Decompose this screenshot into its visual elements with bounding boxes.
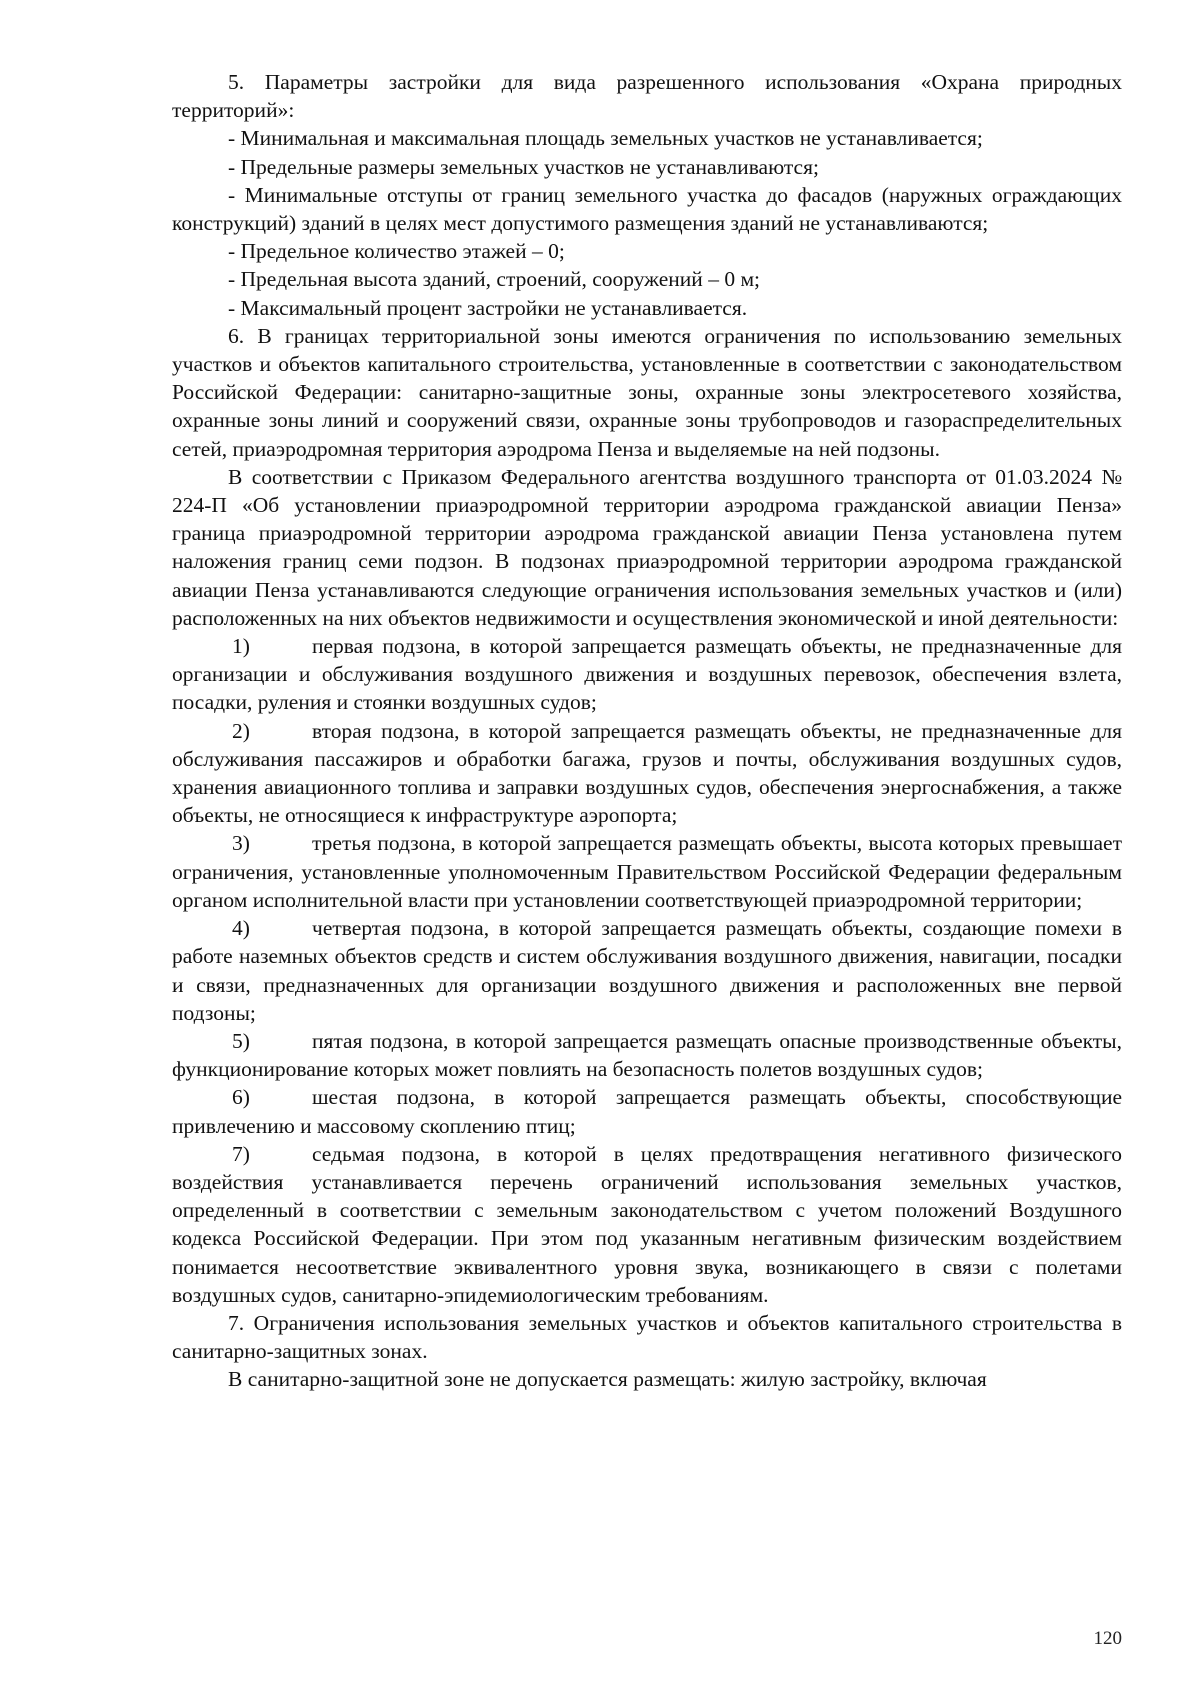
item-number: 4) <box>232 916 250 941</box>
item-text: шестая подзона, в которой запрещается размещать объекты, способствующие привлечению и массовому скоплению птиц; <box>172 1085 1122 1138</box>
subzone-item <box>172 914 1122 1027</box>
document-page <box>172 68 1122 1394</box>
subzone-item <box>172 717 1122 830</box>
list-item: - Минимальная и максимальная площадь земельных участков не устанавливается; <box>228 126 983 151</box>
paragraph: 6. В границах территориальной зоны имеются ограничения по использованию земельных участков и объектов капитального строительства, установленные в соответствии с законодательством Российской Федерации: санитарно-защитные зоны, охранные зоны электросетевого хозяйства, охранные зоны линий и сооружений связи, охранные зоны трубопроводов и газораспределительных сетей, приаэродромная территория аэродрома Пенза и выделяемые на ней подзоны. <box>172 323 1122 461</box>
list-item: - Предельное количество этажей – 0; <box>228 239 565 264</box>
list-item: - Предельная высота зданий, строений, сооружений – 0 м; <box>228 267 761 292</box>
item-number: 1) <box>232 634 250 659</box>
item-number: 3) <box>232 831 250 856</box>
item-text: четвертая подзона, в которой запрещается размещать объекты, создающие помехи в работе наземных объектов средств и систем обслуживания воздушного движения, навигации, посадки и связи, предназначенных для организации воздушного движения и расположенных вне первой подзоны; <box>172 916 1122 1025</box>
item-text: третья подзона, в которой запрещается размещать объекты, высота которых превышает ограничения, установленные уполномоченным Правительством Российской Федерации федеральным органом исполнительной власти при установлении соответствующей приаэродромной территории; <box>172 831 1122 912</box>
item-number: 2) <box>232 718 250 743</box>
paragraph: 7. Ограничения использования земельных участков и объектов капитального строительства в санитарно-защитных зонах. <box>172 1310 1122 1364</box>
list-item: - Максимальный процент застройки не устанавливается. <box>228 295 748 320</box>
item-text: седьмая подзона, в которой в целях предотвращения негативного физического воздействия устанавливается перечень ограничений использования земельных участков, определенный в соответствии с земельным законодательством с учетом положений Воздушного кодекса Российской Федерации. При этом под указанным негативным физическим воздействием понимается несоответствие эквивалентного уровня звука, возникающего в связи с полетами воздушных судов, санитарно-эпидемиологическим требованиям. <box>172 1141 1122 1307</box>
page-number: 120 <box>1093 1628 1122 1649</box>
list-item: - Минимальные отступы от границ земельного участка до фасадов (наружных ограждающих конструкций) зданий в целях мест допустимого размещения зданий не устанавливаются; <box>172 182 1122 236</box>
item-number: 7) <box>232 1141 250 1166</box>
item-text: пятая подзона, в которой запрещается размещать опасные производственные объекты, функционирование которых может повлиять на безопасность полетов воздушных судов; <box>172 1028 1122 1082</box>
list-item: - Предельные размеры земельных участков не устанавливаются; <box>228 154 819 179</box>
subzone-item <box>172 829 1122 914</box>
item-number: 5) <box>232 1028 250 1053</box>
item-text: вторая подзона, в которой запрещается размещать объекты, не предназначенные для обслуживания пассажиров и обработки багажа, грузов и почты, обслуживания воздушных судов, хранения авиационного топлива и заправки воздушных судов, обеспечения энергоснабжения, а также объекты, не относящиеся к инфраструктуре аэропорта; <box>172 718 1122 828</box>
subzone-item <box>172 632 1122 717</box>
paragraph: В санитарно-защитной зоне не допускается размещать: жилую застройку, включая <box>228 1367 987 1392</box>
item-text: первая подзона, в которой запрещается размещать объекты, не предназначенные для организации и обслуживания воздушного движения и воздушных перевозок, обеспечения взлета, посадки, руления и стоянки воздушных судов; <box>172 634 1122 715</box>
paragraph: В соответствии с Приказом Федерального агентства воздушного транспорта от 01.03.2024 № 224-П «Об установлении приаэродромной территории аэродрома гражданской авиации Пенза» граница приаэродромной территории аэродрома гражданской авиации Пенза установлена путем наложения границ семи подзон. В подзонах приаэродромной территории аэродрома гражданской авиации Пенза устанавливаются следующие ограничения использования земельных участков и (или) расположенных на них объектов недвижимости и осуществления экономической и иной деятельности: <box>172 464 1122 630</box>
subzone-item <box>172 1083 1122 1139</box>
subzone-item <box>172 1140 1122 1309</box>
subzone-item <box>172 1027 1122 1083</box>
paragraph: 5. Параметры застройки для вида разрешенного использования «Охрана природных территорий»: <box>172 70 1122 123</box>
item-number: 6) <box>232 1085 250 1110</box>
